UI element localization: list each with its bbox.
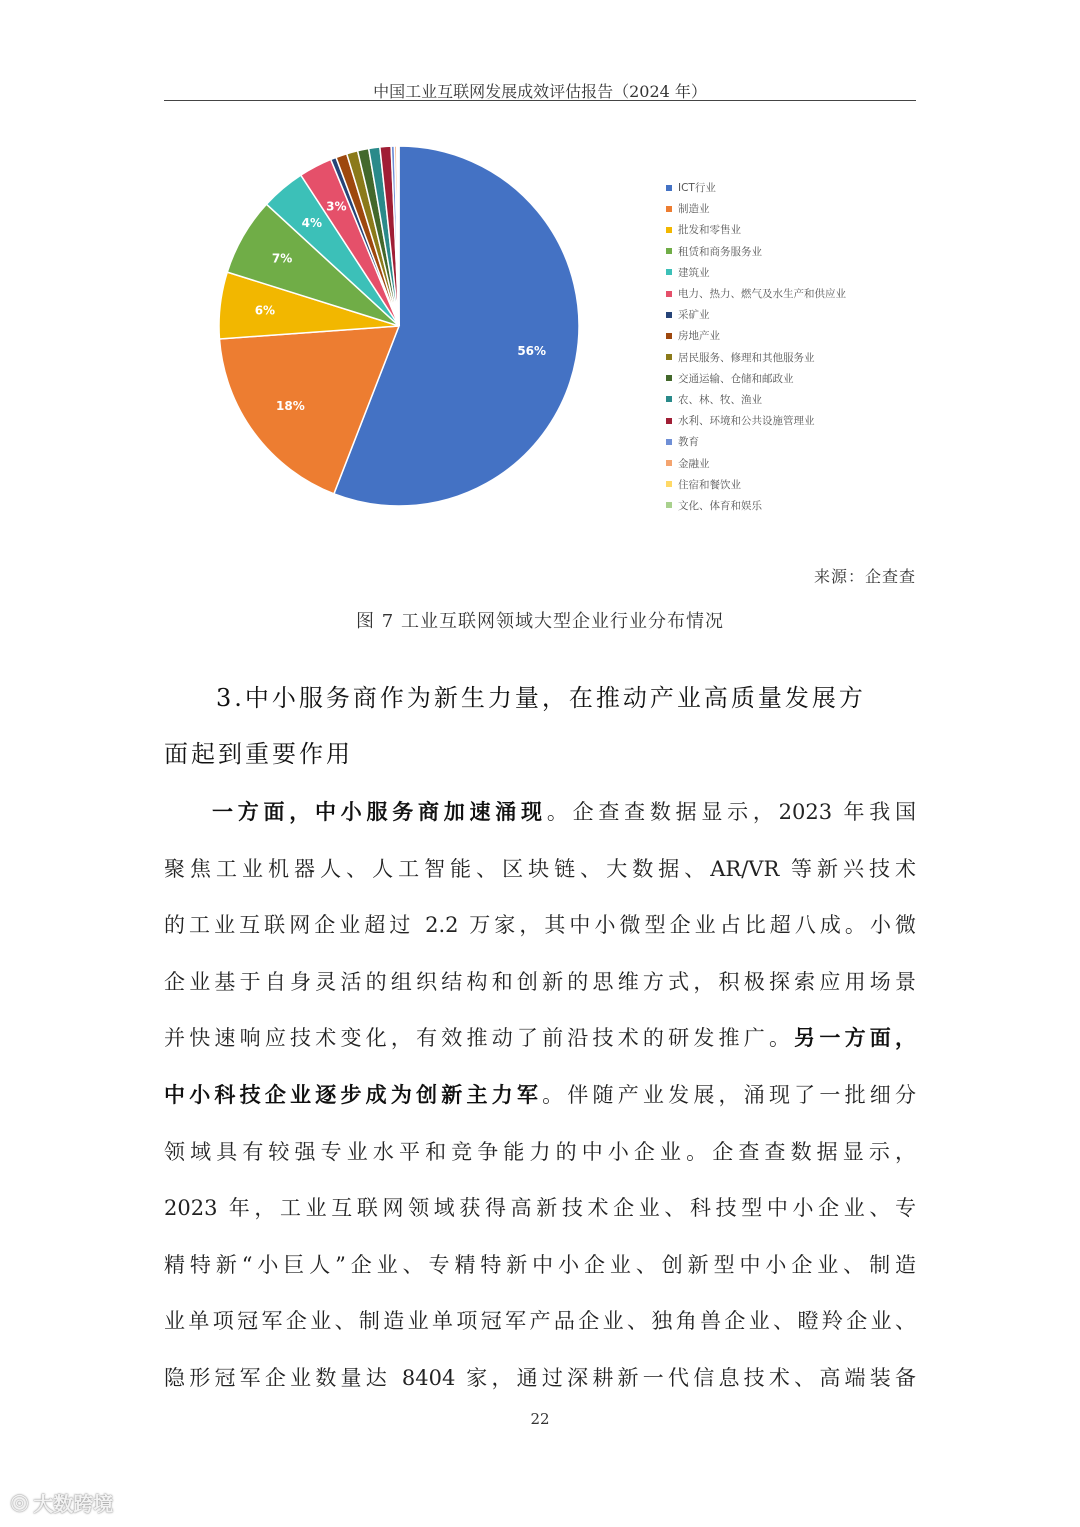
text-run: 并快速响应技术变化，有效推动了前沿技术的研发推广。	[164, 1026, 795, 1051]
bold-lead-1: 一方面，中小服务商加速涌现	[212, 800, 547, 824]
legend-item	[666, 304, 916, 325]
legend-swatch	[666, 312, 672, 318]
legend-item	[666, 495, 916, 516]
legend-swatch	[666, 418, 672, 424]
heading-line-1: 3.中小服务商作为新生力量，在推动产业高质量发展方	[216, 684, 866, 712]
legend-item	[666, 389, 916, 410]
pie-slices	[219, 146, 579, 506]
pie-chart	[0, 0, 1080, 560]
pie-data-label: 18%	[276, 399, 305, 414]
legend-label: ICT行业	[678, 182, 716, 195]
paragraph-line-6	[164, 1067, 916, 1124]
text-run: 。伴随产业发展，涌现了一批细分	[542, 1082, 916, 1107]
legend-swatch	[666, 439, 672, 445]
legend-label: 水利、环境和公共设施管理业	[678, 415, 815, 428]
legend-swatch	[666, 227, 672, 233]
legend-label: 交通运输、仓储和邮政业	[678, 372, 794, 385]
legend-label: 房地产业	[678, 330, 720, 343]
legend-label: 建筑业	[678, 266, 710, 279]
legend-swatch	[666, 185, 672, 191]
legend-item	[666, 219, 916, 240]
legend-swatch	[666, 206, 672, 212]
paragraph-line-9: 精特新“小巨人”企业、专精特新中小企业、创新型中小企业、制造	[164, 1252, 916, 1277]
legend-label: 租赁和商务服务业	[678, 245, 762, 258]
section-heading	[164, 670, 916, 782]
legend-item	[666, 368, 916, 389]
bold-lead-2: 另一方面，	[794, 1026, 916, 1051]
legend-item	[666, 262, 916, 283]
paragraph-line-5	[164, 1010, 916, 1067]
paragraph-line-7: 领域具有较强专业水平和竞争能力的中小企业。企查查数据显示，	[164, 1139, 916, 1164]
heading-line-2: 面起到重要作用	[164, 740, 353, 768]
paragraph-line-11: 隐形冠军企业数量达 8404 家，通过深耕新一代信息技术、高端装备	[164, 1365, 916, 1390]
legend-label: 制造业	[678, 203, 710, 216]
legend-swatch	[666, 248, 672, 254]
weibo-logo-icon: ◎	[10, 1490, 30, 1515]
running-header: 中国工业互联网发展成效评估报告（2024 年）	[373, 82, 707, 101]
legend-swatch	[666, 354, 672, 360]
watermark-logo	[10, 1488, 113, 1517]
legend-item	[666, 177, 916, 198]
paragraph-line-1	[164, 784, 916, 841]
paragraph-line-8: 2023 年，工业互联网领域获得高新技术企业、科技型中小企业、专	[164, 1196, 916, 1221]
legend-swatch	[666, 396, 672, 402]
page-number: 22	[530, 1410, 550, 1428]
legend-swatch	[666, 291, 672, 297]
legend-label: 住宿和餐饮业	[678, 478, 741, 491]
legend-item	[666, 283, 916, 304]
legend-item	[666, 474, 916, 495]
pie-data-label: 4%	[301, 215, 322, 230]
legend-swatch	[666, 502, 672, 508]
watermark-text: 大数跨境	[33, 1492, 114, 1516]
legend-item	[666, 431, 916, 452]
legend-label: 教育	[678, 436, 699, 449]
legend-label: 电力、热力、燃气及水生产和供应业	[678, 288, 846, 301]
legend-label: 农、林、牧、渔业	[678, 393, 762, 406]
legend-label: 采矿业	[678, 309, 710, 322]
pie-data-label: 3%	[326, 199, 347, 214]
legend-label: 文化、体育和娱乐	[678, 499, 762, 512]
chart-legend	[666, 177, 916, 516]
paragraph-line-4: 企业基于自身灵活的组织结构和创新的思维方式，积极探索应用场景	[164, 969, 916, 994]
bold-lead-3: 中小科技企业逐步成为创新主力军	[164, 1082, 543, 1107]
paragraph-line-10: 业单项冠军企业、制造业单项冠军产品企业、独角兽企业、瞪羚企业、	[164, 1309, 916, 1334]
legend-label: 居民服务、修理和其他服务业	[678, 351, 815, 364]
pie-data-label: 56%	[517, 343, 547, 358]
legend-item	[666, 198, 916, 219]
legend-item	[666, 325, 916, 346]
legend-item	[666, 241, 916, 262]
legend-swatch	[666, 460, 672, 466]
legend-label: 金融业	[678, 457, 710, 470]
legend-swatch	[666, 269, 672, 275]
chart-source: 来源：企查查	[813, 567, 916, 586]
legend-swatch	[666, 481, 672, 487]
pie-data-label: 6%	[254, 303, 276, 318]
paragraph-line-2: 聚焦工业机器人、人工智能、区块链、大数据、AR/VR 等新兴技术	[164, 856, 916, 881]
text-run: 。企查查数据显示，2023 年我国	[546, 800, 916, 824]
legend-item	[666, 347, 916, 368]
legend-swatch	[666, 375, 672, 381]
pie-data-label: 7%	[271, 251, 293, 266]
legend-item	[666, 410, 916, 431]
figure-caption: 图 7 工业互联网领域大型企业行业分布情况	[356, 611, 724, 632]
legend-label: 批发和零售业	[678, 224, 741, 237]
paragraph-line-3: 的工业互联网企业超过 2.2 万家，其中小微型企业占比超八成。小微	[164, 913, 916, 938]
legend-swatch	[666, 333, 672, 339]
body-paragraph	[164, 784, 916, 1407]
legend-item	[666, 452, 916, 473]
